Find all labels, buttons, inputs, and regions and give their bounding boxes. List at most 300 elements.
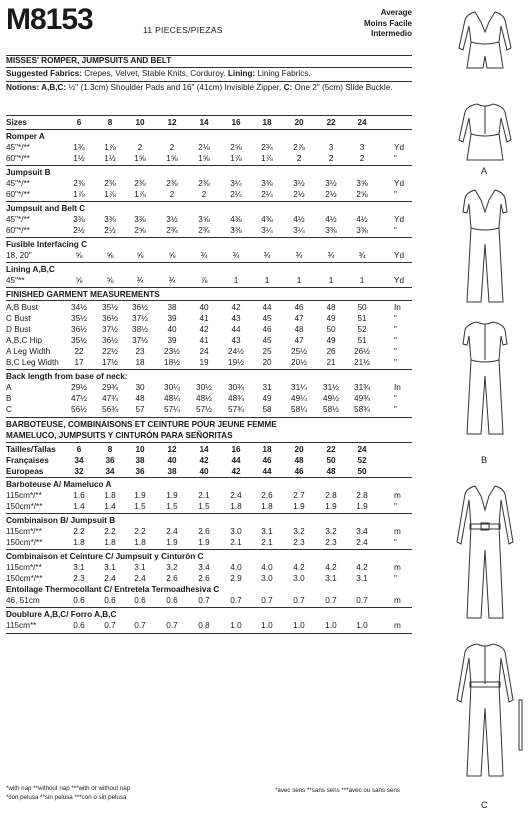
cell: ¾ [232, 251, 240, 260]
cell: 44 [262, 467, 272, 476]
cell: 2.1 [198, 491, 210, 500]
divider [6, 633, 412, 634]
cell: 1⅞ [134, 190, 146, 199]
cell: 52 [357, 325, 367, 334]
cell: 51 [357, 336, 367, 345]
cell: 0.6 [104, 596, 116, 605]
cell: 1.0 [261, 621, 273, 630]
cell: 0.7 [356, 596, 368, 605]
cell: 2.1 [261, 538, 273, 547]
cell: 20 [294, 445, 304, 454]
unit: m [394, 491, 401, 500]
metric-row [6, 501, 412, 512]
row-label: 60"*/** [6, 190, 30, 199]
row-label: 45"*/** [6, 215, 30, 224]
cell: 2 [296, 154, 302, 163]
cell: 1.9 [166, 491, 178, 500]
cell: 3.2 [293, 527, 305, 536]
title-en: MISSES' ROMPER, JUMPSUITS AND BELT [6, 56, 172, 65]
cell: 42 [199, 456, 209, 465]
cell: 0.7 [104, 621, 116, 630]
title-fr [6, 419, 412, 430]
row-label: Doublure A,B,C/ Forro A,B,C [6, 610, 117, 619]
cell: 47 [294, 336, 304, 345]
row-label: Entoilage Thermocollant C/ Entretela Termoadhesiva C [6, 585, 220, 594]
cell: 3⅜ [134, 215, 146, 224]
pattern-number: M8153 [6, 3, 93, 36]
cell: 20 [294, 118, 304, 127]
cell: 0.6 [73, 621, 85, 630]
cell: 46 [294, 467, 304, 476]
cell: 48¼ [164, 394, 180, 403]
metric-row [6, 573, 412, 584]
cell: 39 [167, 314, 177, 323]
cell: 1⅞ [261, 154, 273, 163]
cell: 38½ [132, 325, 148, 334]
cell: 1⅞ [73, 190, 85, 199]
metric-row [6, 562, 412, 573]
cell: 41 [199, 336, 209, 345]
unit: " [394, 394, 397, 403]
cell: 2.2 [104, 527, 116, 536]
cell: 2 [169, 143, 175, 152]
row-label: Back length from base of neck: [6, 372, 128, 381]
divider [6, 607, 412, 608]
section-heading [6, 609, 412, 620]
unit: Yd [394, 215, 405, 224]
metric-row [6, 526, 412, 537]
row-label: A,B Bust [6, 303, 38, 312]
cell: 1.9 [293, 502, 305, 511]
cell: 1.0 [230, 621, 242, 630]
cell: 3⅝ [356, 179, 368, 188]
sizes-row [6, 117, 412, 128]
section-heading [6, 264, 412, 275]
cell: 1.8 [104, 491, 116, 500]
row-label: 45"** [6, 276, 25, 285]
cell: 10 [135, 118, 145, 127]
cell: 42 [199, 325, 209, 334]
cell: 47½ [71, 394, 87, 403]
row-label: Barboteuse A/ Mameluco A [6, 480, 112, 489]
unit: In [394, 303, 401, 312]
cell: 58¾ [354, 405, 370, 414]
cell: 57 [135, 405, 145, 414]
cell: 40 [167, 456, 177, 465]
cell: 6 [76, 445, 82, 454]
section-heading [6, 515, 412, 526]
row-label: C [6, 405, 12, 414]
jumpsuit-b-back-sketch [445, 318, 525, 438]
cell: 1 [359, 276, 365, 285]
jumpsuit-c-back-sketch [445, 640, 525, 780]
row-label: 46, 51cm [6, 596, 40, 605]
cell: 50 [357, 467, 367, 476]
unit: m [394, 621, 401, 630]
cell: ⅞ [200, 276, 208, 285]
cell: 2.4 [356, 538, 368, 547]
cell: 0.6 [134, 596, 146, 605]
cell: 34 [105, 467, 115, 476]
cell: 3¼ [261, 226, 273, 235]
cell: 0.7 [325, 596, 337, 605]
cell: 49¾ [354, 394, 370, 403]
cell: 49¼ [291, 394, 307, 403]
cell: 46 [262, 325, 272, 334]
cell: 2⅝ [356, 190, 368, 199]
cell: 40 [167, 325, 177, 334]
cell: 1⅝ [166, 154, 178, 163]
cell: 47¾ [102, 394, 118, 403]
cell: 3.0 [293, 574, 305, 583]
cell: 2 [169, 190, 175, 199]
cell: 1.8 [230, 502, 242, 511]
unit: " [394, 538, 397, 547]
metric-row [6, 490, 412, 501]
cell: 49½ [323, 394, 339, 403]
metric-row [6, 620, 412, 631]
cell: 1 [296, 276, 302, 285]
cell: 1.8 [134, 538, 146, 547]
cell: 48¾ [228, 394, 244, 403]
unit: " [394, 314, 397, 323]
row-label: Lining A,B,C [6, 265, 55, 274]
cell: 3 [328, 143, 334, 152]
cell: 2.4 [230, 491, 242, 500]
cell: 2¼ [261, 190, 273, 199]
cell: 3⅜ [73, 215, 85, 224]
cell: ¾ [295, 251, 303, 260]
cell: 10 [135, 445, 145, 454]
row-label: C Bust [6, 314, 31, 323]
cell: 1.8 [73, 538, 85, 547]
divider [6, 549, 412, 550]
cell: 1⅝ [198, 154, 210, 163]
row-label: 115cm** [6, 621, 37, 630]
cell: 2¾ [166, 226, 178, 235]
cell: 1.0 [356, 621, 368, 630]
row-label: Sizes [6, 118, 27, 127]
cell: 1¾ [73, 143, 85, 152]
cell: 2.3 [73, 574, 85, 583]
footnote-fr: *avec sens **sans sens ***avec ou sans sens [275, 787, 400, 794]
divider [6, 513, 412, 514]
figure-label-b: B [481, 455, 488, 465]
section-heading [6, 131, 412, 142]
cell: 24 [357, 445, 367, 454]
row-label: 115cm*/** [6, 491, 42, 500]
cell: 24½ [228, 347, 244, 356]
cell: 2.9 [230, 574, 242, 583]
cell: 8 [107, 445, 113, 454]
row-label: Romper A [6, 132, 45, 141]
cell: 1.0 [293, 621, 305, 630]
difficulty-en: Average [380, 8, 412, 17]
cell: 0.6 [73, 596, 85, 605]
cell: 16 [231, 118, 241, 127]
section-heading [6, 551, 412, 562]
cell: 40 [199, 467, 209, 476]
cell: 14 [199, 118, 209, 127]
unit: In [394, 383, 401, 392]
back-length-row [6, 404, 412, 415]
cell: 30¾ [228, 383, 244, 392]
cell: 3⅜ [230, 226, 242, 235]
cell: 1.9 [166, 538, 178, 547]
cell: 2⅝ [230, 143, 242, 152]
unit: Yd [394, 251, 405, 260]
section-heading [6, 203, 412, 214]
unit: " [394, 325, 397, 334]
measurement-row [6, 313, 412, 324]
pieces-count: 11 PIECES/PIEZAS [143, 25, 223, 35]
cell: 2.2 [73, 527, 85, 536]
cell: 2 [201, 190, 207, 199]
cell: 48 [135, 394, 145, 403]
cell: 58 [262, 405, 272, 414]
cell: 0.7 [230, 596, 242, 605]
section-heading [6, 479, 412, 490]
cell: 4.2 [325, 563, 337, 572]
cell: 43 [231, 314, 241, 323]
cell: 2⅝ [134, 226, 146, 235]
cell: 56¾ [102, 405, 118, 414]
cell: 4.2 [356, 563, 368, 572]
cell: 58¼ [291, 405, 307, 414]
cell: 31½ [323, 383, 339, 392]
divider [6, 67, 412, 68]
cell: 1 [328, 276, 334, 285]
cell: 34½ [71, 303, 87, 312]
row-label: A Leg Width [6, 347, 51, 356]
cell: ¾ [358, 251, 366, 260]
cell: 1.9 [325, 502, 337, 511]
cell: 8 [107, 118, 113, 127]
cell: 49 [326, 314, 336, 323]
cell: 2⅛ [198, 143, 210, 152]
cell: 25½ [291, 347, 307, 356]
cell: 56½ [71, 405, 87, 414]
cell: 3.2 [166, 563, 178, 572]
cell: 3½ [325, 179, 337, 188]
cell: 30¼ [164, 383, 180, 392]
cell: 36 [105, 456, 115, 465]
cell: 2⅜ [198, 179, 210, 188]
cell: 2¼ [230, 190, 242, 199]
cell: 2.4 [166, 527, 178, 536]
row-label: B [6, 394, 12, 403]
cell: 2.3 [293, 538, 305, 547]
cell: 1⅞ [104, 143, 116, 152]
cell: 2 [359, 154, 365, 163]
row-label: Jumpsuit B [6, 168, 51, 177]
cell: 18 [262, 445, 272, 454]
row-label: A,B,C Hip [6, 336, 42, 345]
cell: 22½ [102, 347, 118, 356]
cell: 36½ [132, 303, 148, 312]
cell: 20½ [291, 358, 307, 367]
cell: 45 [262, 336, 272, 345]
cell: 39 [167, 336, 177, 345]
cell: 36½ [102, 314, 118, 323]
cell: 2.7 [293, 491, 305, 500]
cell: 42 [231, 303, 241, 312]
difficulty-level [340, 8, 412, 40]
row-label: 18, 20" [6, 251, 32, 260]
cell: 14 [199, 445, 209, 454]
cell: 1.9 [198, 538, 210, 547]
unit: " [394, 154, 397, 163]
yardage-row [6, 142, 412, 153]
cell: 0.7 [261, 596, 273, 605]
cell: 3.1 [104, 563, 116, 572]
divider [6, 369, 412, 370]
cell: 41 [199, 314, 209, 323]
cell: 57½ [196, 405, 212, 414]
divider [6, 300, 412, 301]
cell: ¾ [263, 251, 271, 260]
cell: 2.8 [356, 491, 368, 500]
row-label: Europeas [6, 467, 44, 476]
cell: 31¾ [354, 383, 370, 392]
cell: 35½ [102, 303, 118, 312]
cell: ⅝ [75, 251, 83, 260]
row-label: MAMELUCO, JUMPSUITS Y CINTURÓN PARA SEÑORITAS [6, 431, 233, 440]
cell: 40 [199, 303, 209, 312]
cell: 4⅜ [230, 215, 242, 224]
cell: 48 [326, 467, 336, 476]
cell: 29¾ [102, 383, 118, 392]
section-heading [6, 167, 412, 178]
unit: " [394, 226, 397, 235]
divider [6, 477, 412, 478]
cell: 3½ [293, 179, 305, 188]
cell: 21 [326, 358, 336, 367]
cell: 25 [262, 347, 272, 356]
metric-sizes-row [6, 455, 412, 466]
measurement-row [6, 335, 412, 346]
cell: ¾ [136, 276, 144, 285]
cell: 1⅞ [230, 154, 242, 163]
cell: 3⅜ [261, 179, 273, 188]
cell: ¾ [168, 276, 176, 285]
cell: 22 [326, 445, 336, 454]
cell: 3.1 [325, 574, 337, 583]
cell: 2½ [325, 190, 337, 199]
back-length-row [6, 393, 412, 404]
divider [6, 81, 412, 82]
cell: 42 [231, 467, 241, 476]
unit: " [394, 502, 397, 511]
yardage-row [6, 275, 412, 286]
cell: 31 [262, 383, 272, 392]
unit: " [394, 405, 397, 414]
cell: 2.6 [198, 527, 210, 536]
cell: 12 [167, 118, 177, 127]
cell: 44 [231, 456, 241, 465]
cell: 2.1 [230, 538, 242, 547]
cell: 48 [326, 303, 336, 312]
cell: 46 [294, 303, 304, 312]
romper-a-back-sketch [445, 100, 525, 164]
row-label: FINISHED GARMENT MEASUREMENTS [6, 290, 160, 299]
cell: 37½ [132, 336, 148, 345]
cell: 52 [357, 456, 367, 465]
cell: 1.4 [73, 502, 85, 511]
cell: 18 [135, 358, 145, 367]
cell: 22 [326, 118, 336, 127]
cell: 31¼ [291, 383, 307, 392]
cell: 3.4 [198, 563, 210, 572]
cell: 1.9 [134, 491, 146, 500]
cell: 1⅝ [134, 154, 146, 163]
cell: 50 [326, 325, 336, 334]
cell: 57¾ [228, 405, 244, 414]
cell: 48 [294, 325, 304, 334]
cell: 23½ [164, 347, 180, 356]
cell: 4.2 [293, 563, 305, 572]
row-label: 115cm*/** [6, 563, 42, 572]
metric-sizes-row [6, 466, 412, 477]
cell: 1½ [73, 154, 85, 163]
jumpsuit-c-front-sketch [445, 482, 525, 622]
cell: 3.0 [230, 527, 242, 536]
cell: 0.7 [134, 621, 146, 630]
cell: 34 [74, 456, 84, 465]
row-label: 150cm*/** [6, 574, 43, 583]
cell: 16 [231, 445, 241, 454]
metric-sizes-row [6, 444, 412, 455]
divider [6, 262, 412, 263]
cell: 3½ [166, 215, 178, 224]
cell: 2.8 [325, 491, 337, 500]
cell: 44 [262, 303, 272, 312]
cell: 3¼ [293, 226, 305, 235]
cell: 4½ [356, 215, 368, 224]
cell: 18 [262, 118, 272, 127]
cell: 50 [326, 456, 336, 465]
divider [6, 417, 412, 418]
cell: 1.9 [356, 502, 368, 511]
divider [6, 287, 412, 288]
cell: 2.6 [261, 491, 273, 500]
cell: 0.7 [166, 621, 178, 630]
row-label: 60"*/** [6, 226, 30, 235]
cell: 30½ [196, 383, 212, 392]
cell: ⅝ [75, 276, 83, 285]
row-label: 115cm*/** [6, 527, 42, 536]
unit: " [394, 190, 397, 199]
section-heading [6, 239, 412, 250]
cell: 2⅜ [166, 179, 178, 188]
yardage-row [6, 189, 412, 200]
unit: " [394, 358, 397, 367]
section-heading [6, 371, 412, 382]
cell: 1.8 [261, 502, 273, 511]
metric-row [6, 595, 412, 606]
cell: 38 [167, 303, 177, 312]
row-label: A [6, 383, 12, 392]
cell: 3⅜ [104, 215, 116, 224]
cell: 1.5 [134, 502, 146, 511]
cell: 6 [76, 118, 82, 127]
cell: 3.0 [261, 574, 273, 583]
cell: 0.7 [293, 596, 305, 605]
cell: 1.4 [104, 502, 116, 511]
row-label: 150cm*/** [6, 538, 43, 547]
cell: 26 [326, 347, 336, 356]
row-label: B,C Leg Width [6, 358, 59, 367]
